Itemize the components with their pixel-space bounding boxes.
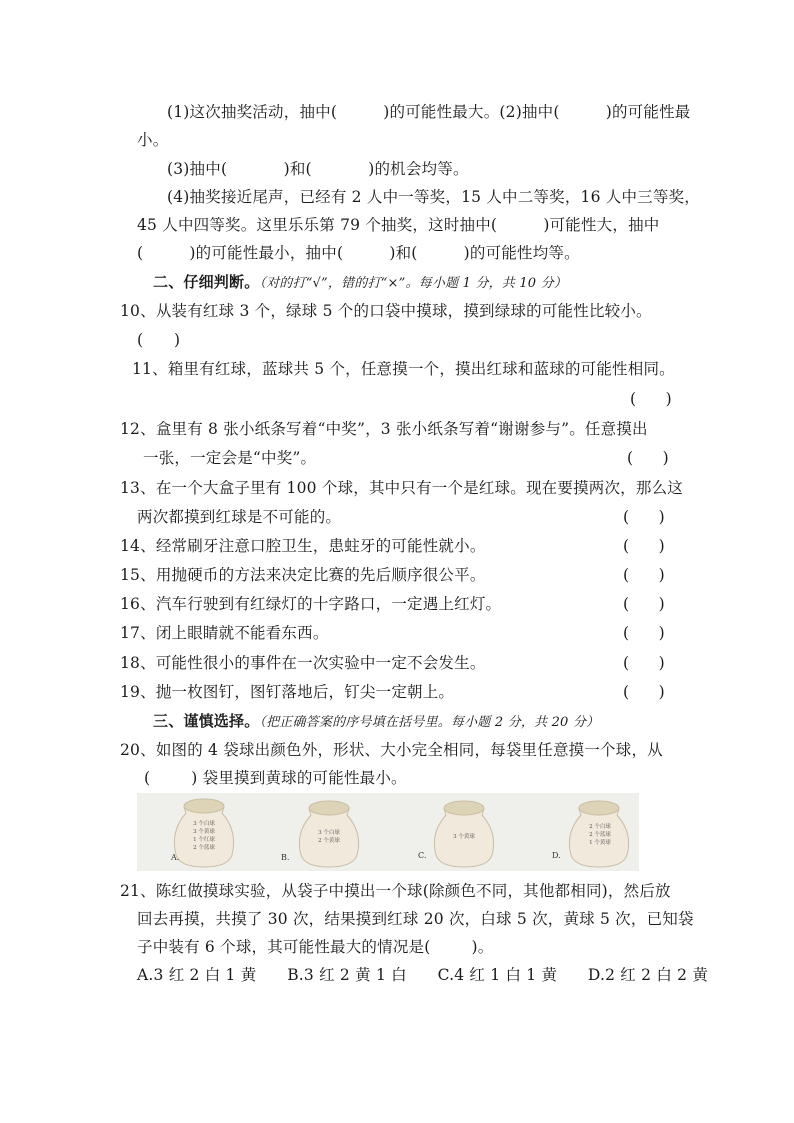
question-21-cont2: 子中装有 6 个球，其可能性最大的情况是( )。 bbox=[137, 938, 494, 956]
question-16: 16、汽车行驶到有红绿灯的十字路口，一定遇上红灯。 bbox=[120, 595, 502, 613]
question-17-answer-paren[interactable]: ( ) bbox=[623, 624, 665, 642]
bag-icon bbox=[422, 793, 507, 871]
question-13: 13、在一个大盒子里有 100 个球，其中只有一个是红球。现在要摸两次，那么这 bbox=[120, 479, 683, 497]
section-2-note: （对的打“√”，错的打“×”。每小题 1 分，共 10 分） bbox=[259, 276, 568, 291]
bag-a bbox=[162, 793, 247, 871]
section-3-heading bbox=[153, 710, 599, 734]
question-20: 20、如图的 4 袋球出颜色外，形状、大小完全相同，每袋里任意摸一个球，从 bbox=[120, 741, 663, 759]
bag-a-contents: 3 个白球 3 个黄球 1 个红球 2 个蓝球 bbox=[193, 821, 215, 851]
bags-figure bbox=[137, 793, 639, 871]
question-13-answer-paren[interactable]: ( ) bbox=[623, 508, 665, 526]
bag-c bbox=[418, 793, 507, 871]
question-17: 17、闭上眼睛就不能看东西。 bbox=[120, 624, 329, 642]
bag-c-label: C. bbox=[418, 851, 427, 860]
question-18-answer-paren[interactable]: ( ) bbox=[623, 654, 665, 672]
question-15: 15、用抛硬币的方法来决定比赛的先后顺序很公平。 bbox=[120, 566, 486, 584]
item-9-part-4-cont1: 45 人中四等奖。这里乐乐第 79 个抽奖，这时抽中( )可能性大，抽中 bbox=[137, 216, 660, 234]
question-11-answer-paren[interactable]: ( ) bbox=[630, 390, 672, 408]
question-21-cont1: 回去再摸，共摸了 30 次，结果摸到红球 20 次，白球 5 次，黄球 5 次，已知袋 bbox=[137, 910, 694, 928]
question-19: 19、抛一枚图钉，图钉落地后，钉尖一定朝上。 bbox=[120, 683, 455, 701]
bag-d-label: D. bbox=[552, 851, 561, 860]
question-12-cont: 一张，一定会是“中奖”。 bbox=[143, 449, 317, 467]
question-14-answer-paren[interactable]: ( ) bbox=[623, 537, 665, 555]
bag-d bbox=[552, 793, 642, 871]
bag-c-contents: 3 个黄球 bbox=[453, 834, 475, 840]
question-15-answer-paren[interactable]: ( ) bbox=[623, 566, 665, 584]
question-21: 21、陈红做摸球实验，从袋子中摸出一个球(除颜色不同，其他都相同)，然后放 bbox=[120, 882, 671, 900]
bag-b bbox=[281, 793, 372, 871]
question-20-cont: ( ) 袋里摸到黄球的可能性最小。 bbox=[144, 769, 407, 787]
bag-a-label: A. bbox=[171, 853, 180, 862]
question-10: 10、从装有红球 3 个，绿球 5 个的口袋中摸球，摸到绿球的可能性比较小。 bbox=[120, 302, 652, 320]
item-9-part-1-2-cont: 小。 bbox=[137, 131, 169, 149]
item-9-part-4: (4)抽奖接近尾声，已经有 2 人中一等奖，15 人中二等奖，16 人中三等奖， bbox=[167, 188, 700, 206]
question-10-answer-paren[interactable]: ( ) bbox=[137, 331, 181, 349]
item-9-part-1-2: (1)这次抽奖活动，抽中( )的可能性最大。(2)抽中( )的可能性最 bbox=[167, 103, 691, 121]
question-19-answer-paren[interactable]: ( ) bbox=[623, 683, 665, 701]
question-13-cont: 两次都摸到红球是不可能的。 bbox=[137, 508, 342, 526]
question-16-answer-paren[interactable]: ( ) bbox=[623, 595, 665, 613]
section-3-title: 三、谨慎选择。 bbox=[153, 712, 260, 730]
question-18: 18、可能性很小的事件在一次实验中一定不会发生。 bbox=[120, 654, 486, 672]
section-2-title: 二、仔细判断。 bbox=[153, 273, 260, 291]
bag-d-contents: 2 个白球 2 个蓝球 1 个黄球 bbox=[589, 824, 611, 846]
question-11: 11、箱里有红球，蓝球共 5 个，任意摸一个，摸出红球和蓝球的可能性相同。 bbox=[132, 360, 675, 378]
question-14: 14、经常刷牙注意口腔卫生，患蛀牙的可能性就小。 bbox=[120, 537, 486, 555]
item-9-part-3: (3)抽中( )和( )的机会均等。 bbox=[167, 160, 469, 178]
question-12-answer-paren[interactable]: ( ) bbox=[627, 449, 669, 467]
question-12: 12、盒里有 8 张小纸条写着“中奖”，3 张小纸条写着“谢谢参与”。任意摸出 bbox=[120, 420, 648, 438]
bag-b-contents: 3 个白球 2 个黄球 bbox=[318, 830, 340, 844]
bag-b-label: B. bbox=[281, 853, 290, 862]
item-9-part-4-cont2: ( )的可能性最小，抽中( )和( )的可能性均等。 bbox=[137, 244, 580, 262]
section-2-heading bbox=[153, 271, 567, 295]
question-21-options: A.3 红 2 白 1 黄 B.3 红 2 黄 1 白 C.4 红 1 白 1 黄 D.2 红 2 白 2 黄 bbox=[137, 966, 709, 984]
section-3-note: （把正确答案的序号填在括号里。每小题 2 分，共 20 分） bbox=[259, 715, 600, 730]
